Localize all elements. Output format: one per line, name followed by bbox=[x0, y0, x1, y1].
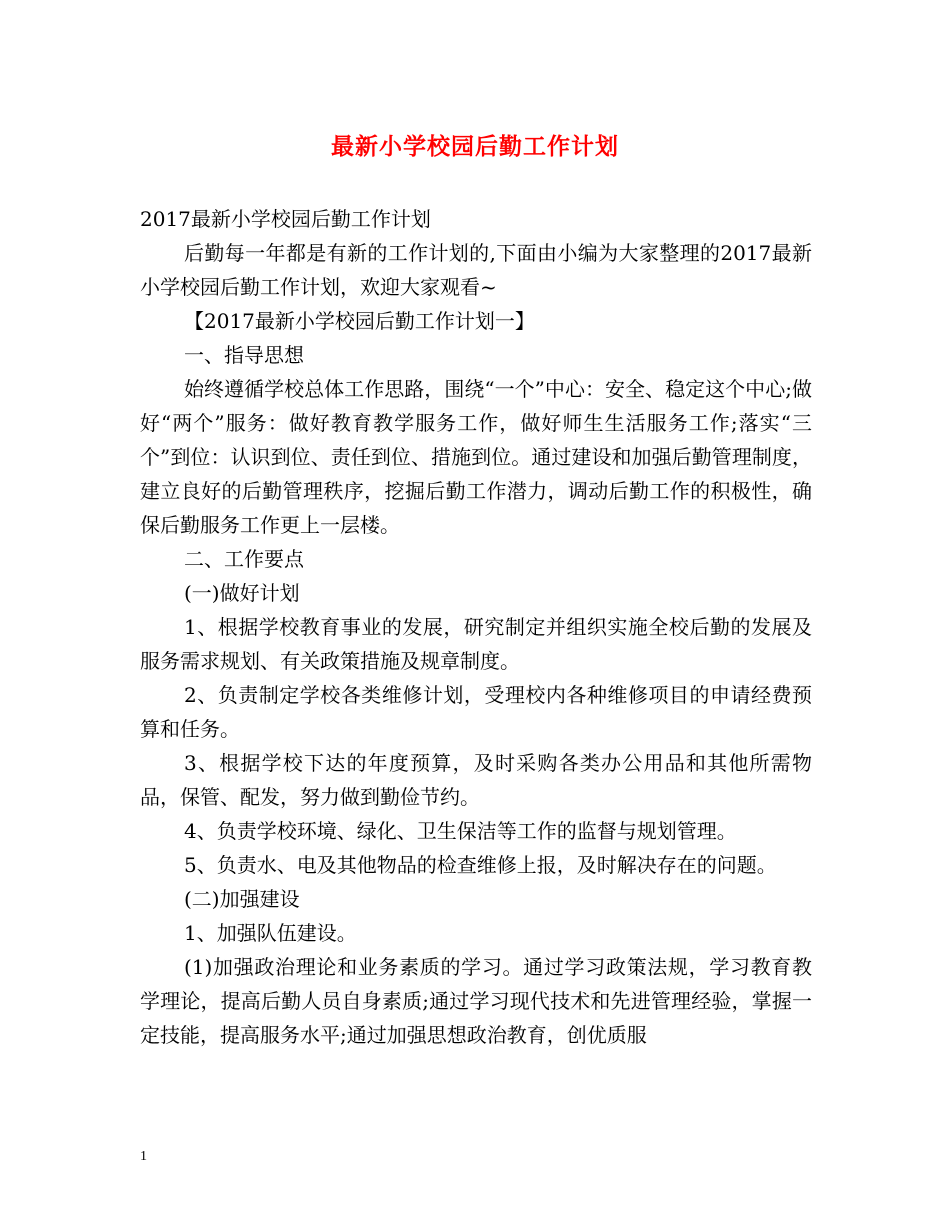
paragraph: 后勤每一年都是有新的工作计划的,下面由小编为大家整理的2017最新小学校园后勤工作计划，欢迎大家观看~ bbox=[140, 241, 812, 299]
list-item: 3、根据学校下达的年度预算，及时采购各类办公用品和其他所需物品，保管、配发，努力做到勤俭节约。 bbox=[140, 751, 812, 809]
list-item: 5、负责水、电及其他物品的检查维修上报，及时解决存在的问题。 bbox=[184, 853, 777, 877]
subsection-heading: (一)做好计划 bbox=[184, 581, 300, 605]
document-title: 最新小学校园后勤工作计划 bbox=[331, 133, 619, 160]
page-number: 1 bbox=[140, 1149, 147, 1164]
list-item: 1、根据学校教育事业的发展，研究制定并组织实施全校后勤的发展及服务需求规划、有关政策措施及规章制度。 bbox=[140, 615, 812, 673]
section-heading: 一、指导思想 bbox=[184, 343, 304, 367]
paragraph: (1)加强政治理论和业务素质的学习。通过学习政策法规，学习教育教学理论，提高后勤人员自身素质;通过学习现代技术和先进管理经验，掌握一定技能，提高服务水平;通过加强思想政治教育，创优质服 bbox=[140, 955, 812, 1047]
section-heading: 二、工作要点 bbox=[184, 547, 304, 571]
paragraph: 2017最新小学校园后勤工作计划 bbox=[140, 207, 431, 231]
list-item: 1、加强队伍建设。 bbox=[184, 921, 357, 945]
document-body bbox=[140, 202, 812, 1052]
list-item: 4、负责学校环境、绿化、卫生保洁等工作的监督与规划管理。 bbox=[184, 819, 737, 843]
paragraph: 始终遵循学校总体工作思路，围绕“一个”中心：安全、稳定这个中心;做好“两个”服务：做好教育教学服务工作，做好师生生活服务工作;落实“三个”到位：认识到位、责任到位、措施到位。通过建设和加强后勤管理制度，建立良好的后勤管理秩序，挖掘后勤工作潜力，调动后勤工作的积极性，确保后勤服务工作更上一层楼。 bbox=[140, 377, 812, 537]
subsection-heading: (二)加强建设 bbox=[184, 887, 300, 911]
list-item: 2、负责制定学校各类维修计划，受理校内各种维修项目的申请经费预算和任务。 bbox=[140, 683, 812, 741]
paragraph: 【2017最新小学校园后勤工作计划一】 bbox=[184, 309, 535, 333]
